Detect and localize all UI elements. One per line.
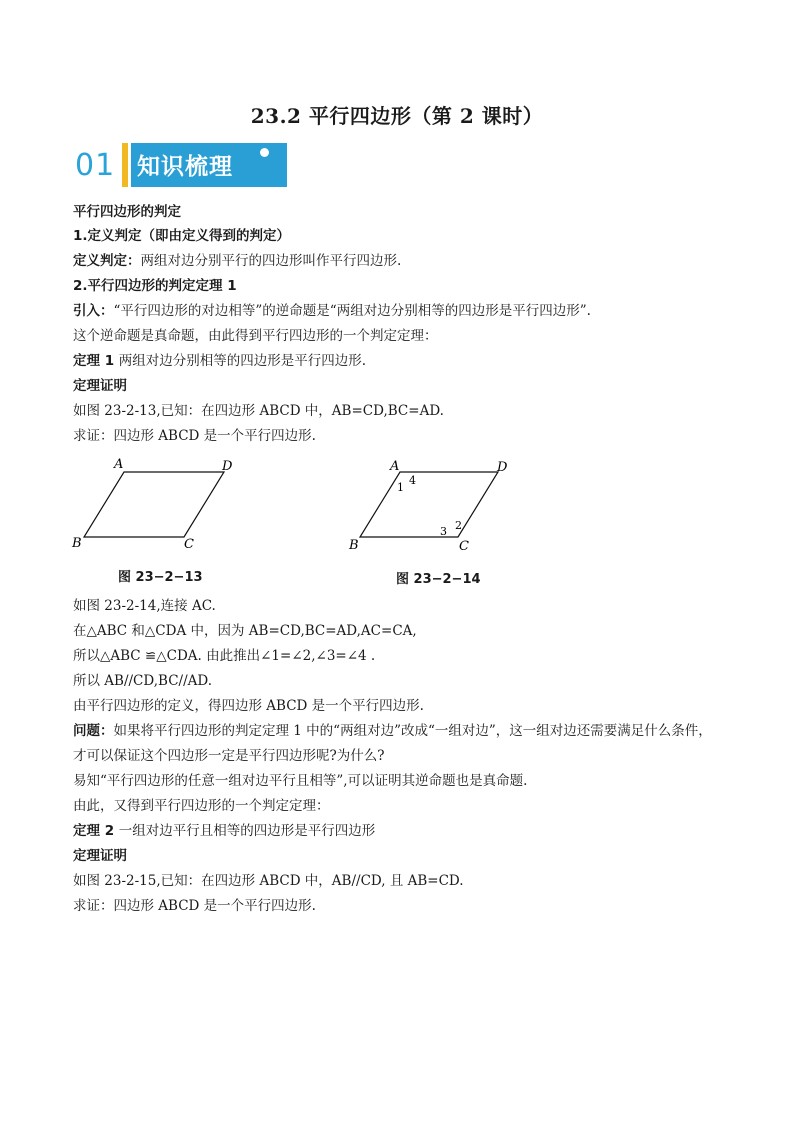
text-line: 定理证明	[73, 848, 127, 864]
banner-dot-icon	[260, 148, 269, 157]
text-line: 定理 2 一组对边平行且相等的四边形是平行四边形	[73, 823, 376, 839]
text-line: 引入：“平行四边形的对边相等”的逆命题是“两组对边分别相等的四边形是平行四边形”.	[73, 303, 591, 319]
text-line: 2.平行四边形的判定定理 1	[73, 278, 237, 294]
section-banner	[75, 140, 290, 190]
vertex-label-c: C	[184, 537, 194, 552]
text-line: 如图 23-2-14,连接 AC.	[73, 598, 216, 614]
text-line: 易知“平行四边形的任意一组对边平行且相等”,可以证明其逆命题也是真命题.	[73, 773, 528, 789]
text-line: 在△ABC 和△CDA 中，因为 AB=CD,BC=AD,AC=CA,	[73, 623, 417, 639]
section-number: 01	[75, 148, 116, 183]
text-line: 如图 23-2-15,已知：在四边形 ABCD 中，AB//CD, 且 AB=CD.	[73, 873, 464, 889]
angle-label-3: 3	[440, 525, 447, 538]
vertex-label-b: B	[349, 538, 359, 553]
text-line: 如图 23-2-13,已知：在四边形 ABCD 中，AB=CD,BC=AD.	[73, 403, 444, 419]
section-label: 知识梳理	[137, 154, 233, 180]
text-line: 求证：四边形 ABCD 是一个平行四边形.	[73, 428, 316, 444]
vertex-label-a: A	[390, 459, 400, 474]
text-line: 定理 1 两组对边分别相等的四边形是平行四边形.	[73, 353, 367, 369]
text-line: 求证：四边形 ABCD 是一个平行四边形.	[73, 898, 316, 914]
angle-label-2: 2	[455, 519, 462, 532]
text-line: 1.定义判定（即由定义得到的判定）	[73, 228, 291, 244]
text-line: 这个逆命题是真命题，由此得到平行四边形的一个判定定理：	[73, 328, 438, 344]
text-line: 问题：如果将平行四边形的判定定理 1 中的“两组对边”改成“一组对边”，这一组对边还需要满足什么条件，	[73, 723, 712, 739]
vertex-label-d: D	[497, 460, 508, 475]
text-line: 定理证明	[73, 378, 127, 394]
vertex-label-a: A	[114, 457, 124, 472]
figure-caption: 图 23−2−14	[396, 572, 481, 587]
text-line: 平行四边形的判定	[73, 204, 181, 220]
parallelogram-shape	[360, 472, 498, 537]
text-line: 定义判定：两组对边分别平行的四边形叫作平行四边形.	[73, 253, 402, 269]
vertex-label-d: D	[222, 459, 233, 474]
text-line: 才可以保证这个四边形一定是平行四边形呢?为什么?	[73, 748, 385, 764]
angle-label-1: 1	[397, 481, 404, 494]
banner-accent-bar	[122, 143, 128, 187]
vertex-label-b: B	[72, 536, 82, 551]
figure-caption: 图 23−2−13	[118, 570, 203, 585]
page-title: 23.2 平行四边形（第 2 课时）	[250, 104, 544, 128]
text-line: 所以△ABC ≌△CDA. 由此推出∠1=∠2,∠3=∠4 .	[73, 648, 376, 664]
vertex-label-c: C	[459, 539, 469, 554]
text-line: 所以 AB//CD,BC//AD.	[73, 673, 213, 689]
angle-label-4: 4	[409, 474, 416, 487]
parallelogram-shape	[84, 472, 224, 537]
text-line: 由此，又得到平行四边形的一个判定定理：	[73, 798, 330, 814]
text-line: 由平行四边形的定义，得四边形 ABCD 是一个平行四边形.	[73, 698, 424, 714]
